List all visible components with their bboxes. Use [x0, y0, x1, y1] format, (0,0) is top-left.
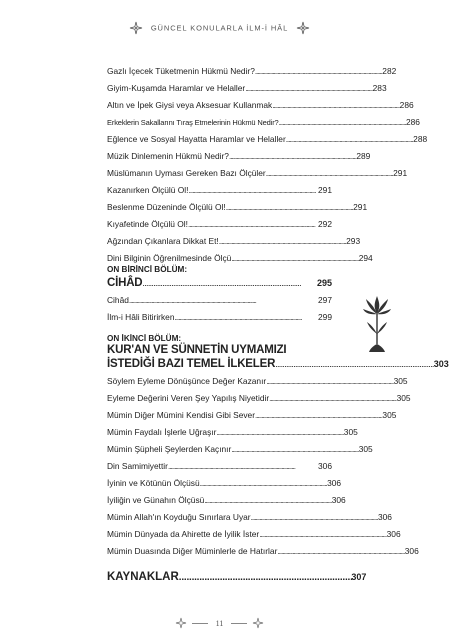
footer-rule-right [231, 623, 247, 624]
toc-entry[interactable] [107, 216, 332, 233]
toc-entry[interactable] [107, 131, 428, 148]
toc-entry-page: 292 [318, 219, 332, 229]
toc-entry-page: 283 [372, 83, 387, 93]
toc-entry-page: 291 [393, 168, 408, 178]
toc-entry-title: Mümin Diğer Mümini Kendisi Gibi Sever [107, 410, 256, 420]
leader-dots [174, 309, 317, 326]
tulip-ornament-icon [362, 294, 392, 352]
toc-entry[interactable] [107, 233, 361, 250]
leader-dots [245, 80, 371, 97]
leader-dots [188, 216, 317, 233]
toc-entry[interactable] [107, 199, 368, 216]
running-header [0, 22, 439, 34]
section-11-title: CİHÂD [107, 277, 143, 289]
toc-entry-title: Eyleme Değerini Veren Şey Yapılış Niyetidir [107, 393, 270, 403]
toc-entry[interactable] [107, 475, 342, 492]
toc-entry[interactable] [107, 165, 408, 182]
toc-entry-title: Mümin Faydalı İşlerle Uğraşır [107, 427, 217, 437]
leader-dots [255, 407, 381, 424]
leader-dots [226, 199, 352, 216]
leader-dots [279, 114, 405, 131]
leader-dots [259, 526, 385, 543]
leader-dots [216, 424, 342, 441]
toc-entry-title: Kazanırken Ölçülü Ol! [107, 185, 189, 195]
leader-dots [129, 292, 317, 309]
toc-entry-title: Mümin Dünyada da Ahirette de İyilik İster [107, 529, 260, 539]
leader-dots [272, 97, 398, 114]
toc-entry-page: 305 [343, 427, 358, 437]
leader-dots [231, 441, 357, 458]
toc-entry-page: 299 [318, 312, 332, 322]
sources-title: KAYNAKLAR [107, 571, 179, 583]
toc-entry[interactable] [107, 63, 397, 80]
toc-entry[interactable] [107, 458, 332, 475]
toc-entry[interactable] [107, 492, 346, 509]
leader-dots [219, 233, 345, 250]
section-12-title-line1: KUR'AN VE SÜNNETİN UYMAMIZI [107, 344, 287, 356]
sources-page: 307 [351, 572, 367, 582]
toc-entry-title: İyiliğin ve Günahın Ölçüsü [107, 495, 205, 505]
leader-dots [142, 275, 316, 290]
leader-dots [188, 182, 317, 199]
toc-entry-title: Eğlence ve Sosyal Hayatta Haramlar ve Helaller [107, 134, 286, 144]
toc-entry[interactable] [107, 390, 411, 407]
toc-entry-title: Din Samimiyettir [107, 461, 168, 471]
toc-entry-title: Dini Bilginin Öğrenilmesinde Ölçü [107, 253, 232, 263]
ornament-left-icon [130, 22, 142, 34]
toc-entry-page: 306 [386, 529, 401, 539]
toc-entry-title: Kıyafetinde Ölçülü Ol! [107, 219, 188, 229]
leader-dots [229, 148, 355, 165]
toc-entry-page: 305 [393, 376, 408, 386]
leader-dots [277, 543, 403, 560]
toc-entry-page: 282 [382, 66, 397, 76]
leader-dots [266, 165, 392, 182]
leader-dots [204, 492, 330, 509]
leader-dots [251, 509, 377, 526]
toc-entry[interactable] [107, 148, 371, 165]
section-11-title-row[interactable] [107, 275, 332, 289]
toc-entry[interactable] [107, 80, 387, 97]
toc-entry-page: 288 [413, 134, 428, 144]
section-12-title-row[interactable] [107, 356, 449, 370]
toc-entry-title: Cihâd [107, 295, 129, 305]
toc-entry-page: 305 [382, 410, 397, 420]
toc-entry-page: 305 [396, 393, 411, 403]
toc-entry-title: İlm-i Hâli Bitirirken [107, 312, 175, 322]
toc-entry-page: 291 [318, 185, 332, 195]
section-11-entries [107, 292, 332, 326]
toc-entry-page: 306 [331, 495, 346, 505]
section-12-label: ON İKİNCİ BÖLÜM: [107, 334, 182, 343]
ornament-right-icon [297, 22, 309, 34]
toc-entry[interactable] [107, 424, 358, 441]
toc-entry-page: 297 [318, 295, 332, 305]
toc-entry-title: Mümin Şüpheli Şeylerden Kaçınır [107, 444, 232, 454]
toc-entry-title: Mümin Duasında Diğer Müminlerle de Hatırlar [107, 546, 278, 556]
sources-row[interactable] [107, 567, 367, 585]
toc-entry-page: 289 [356, 151, 371, 161]
toc-entry-title: Mümin Allah'ın Koyduğu Sınırlara Uyar [107, 512, 251, 522]
toc-entry-page: 306 [377, 512, 392, 522]
toc-entry-title: İyinin ve Kötünün Ölçüsü [107, 478, 200, 488]
toc-entry-page: 305 [358, 444, 373, 454]
leader-dots [255, 63, 381, 80]
toc-entry[interactable] [107, 182, 332, 199]
toc-entry[interactable] [107, 407, 397, 424]
toc-entry-title: Gazlı İçecek Tüketmenin Hükmü Nedir? [107, 66, 255, 76]
toc-entry-title: Müzik Dinlemenin Hükmü Nedir? [107, 151, 229, 161]
section-12-page: 303 [433, 359, 449, 369]
footer-ornament-right-icon [253, 618, 263, 628]
section-11-label: ON BİRİNCİ BÖLÜM: [107, 265, 188, 274]
toc-entry-page: 286 [405, 117, 420, 127]
leader-dots [269, 390, 395, 407]
toc-entry[interactable] [107, 441, 373, 458]
toc-entry-page: 291 [353, 202, 368, 212]
toc-entry-title: Altın ve İpek Giysi veya Aksesuar Kullanmak [107, 100, 273, 110]
leader-dots [275, 356, 433, 371]
toc-entry-page: 286 [399, 100, 414, 110]
section-11-page: 295 [316, 278, 332, 288]
page-number: 11 [215, 618, 224, 628]
toc-entry[interactable] [107, 292, 332, 309]
toc-entry-page: 306 [327, 478, 342, 488]
toc-entry[interactable] [107, 309, 332, 326]
leader-dots [266, 373, 392, 390]
section-12 [107, 334, 449, 560]
toc-entry-page: 293 [346, 236, 361, 246]
leader-dots [286, 131, 412, 148]
toc-entry-title: Söylem Eyleme Dönüşünce Değer Kazanır [107, 376, 267, 386]
toc-entry[interactable] [107, 97, 414, 114]
toc-part1 [107, 63, 428, 267]
toc-entry[interactable] [107, 114, 420, 131]
section-12-title-line2: İSTEDİĞİ BAZI TEMEL İLKELER [107, 358, 276, 370]
toc-entry-page: 306 [318, 461, 332, 471]
leader-dots [168, 458, 317, 475]
toc-entry-page: 306 [404, 546, 419, 556]
section-12-entries [107, 373, 419, 560]
toc-entry[interactable] [107, 509, 392, 526]
toc-entry[interactable] [107, 373, 408, 390]
toc-entry[interactable] [107, 543, 419, 560]
leader-dots [179, 567, 352, 585]
toc-entry-page: 294 [358, 253, 373, 263]
leader-dots [200, 475, 326, 492]
toc-entry-title: Ağzından Çıkanlara Dikkat Et! [107, 236, 219, 246]
toc-entry-title: Erkeklerin Sakallarını Tıraş Etmelerinin Hükmü Nedir? [107, 118, 279, 127]
toc-entry-title: Müslümanın Uyması Gereken Bazı Ölçüler [107, 168, 266, 178]
footer-rule-left [192, 623, 208, 624]
page-footer [0, 618, 439, 628]
footer-ornament-left-icon [176, 618, 186, 628]
section-11 [107, 265, 332, 326]
toc-entry[interactable] [107, 526, 401, 543]
header-title: GÜNCEL KONULARLA İLM-İ HÂL [150, 23, 289, 33]
toc-entry-title: Beslenme Düzeninde Ölçülü Ol! [107, 202, 226, 212]
toc-entry-title: Giyim-Kuşamda Haramlar ve Helaller [107, 83, 246, 93]
